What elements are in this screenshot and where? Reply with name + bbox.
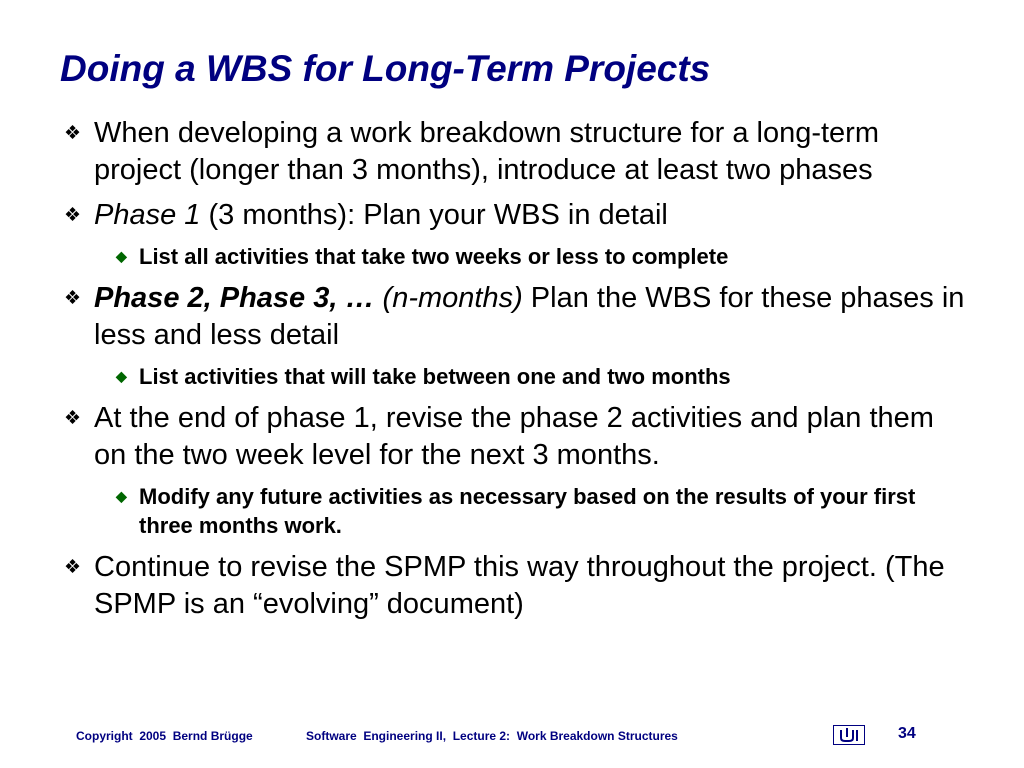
bullet-lead: Phase 1 — [94, 199, 201, 231]
sub-bullet-item — [0, 482, 1024, 540]
bullet-lead-italic: (n-months) — [374, 282, 523, 314]
slide-footer — [0, 722, 1024, 752]
sub-bullet-item — [0, 242, 1024, 271]
diamond-bullet-icon: ❖ — [64, 205, 82, 226]
diamond-bullet-icon: ❖ — [64, 288, 82, 309]
bullet-text: Plan the WBS for these phases in less and less detail — [94, 282, 965, 351]
bullet-lead: Phase 2, Phase 3, … — [94, 282, 375, 314]
bullet-item — [0, 280, 1024, 354]
small-diamond-icon: ◆ — [116, 248, 127, 264]
sub-bullet-text: List all activities that take two weeks or less to complete — [139, 244, 729, 269]
sub-bullet-text: Modify any future activities as necessary based on the results of your first three months work. — [139, 484, 916, 538]
small-diamond-icon: ◆ — [116, 368, 127, 384]
bullet-item — [0, 549, 1024, 623]
slide-content — [0, 115, 1024, 631]
sub-bullet-text: List activities that will take between one and two months — [139, 364, 731, 389]
small-diamond-icon: ◆ — [116, 488, 127, 504]
diamond-bullet-icon: ❖ — [64, 123, 82, 144]
tum-logo-icon — [833, 725, 865, 745]
bullet-text: Continue to revise the SPMP this way throughout the project. (The SPMP is an “evolving” document) — [94, 551, 945, 620]
bullet-text: At the end of phase 1, revise the phase 2 activities and plan them on the two week level for the next 3 months. — [94, 402, 934, 471]
tum-logo-glyph-icon — [838, 728, 860, 742]
page-number: 34 — [898, 725, 916, 742]
bullet-text: When developing a work breakdown structure for a long-term project (longer than 3 months), introduce at least two phases — [94, 117, 879, 186]
bullet-text: (3 months): Plan your WBS in detail — [200, 199, 668, 231]
sub-bullet-item — [0, 362, 1024, 391]
footer-course-title: Software Engineering II, Lecture 2: Work Breakdown Structures — [306, 729, 678, 743]
diamond-bullet-icon: ❖ — [64, 557, 82, 578]
bullet-item — [0, 197, 1024, 234]
diamond-bullet-icon: ❖ — [64, 408, 82, 429]
bullet-item — [0, 400, 1024, 474]
bullet-item — [0, 115, 1024, 189]
footer-copyright: Copyright 2005 Bernd Brügge — [76, 729, 253, 743]
slide-title: Doing a WBS for Long-Term Projects — [60, 48, 711, 89]
